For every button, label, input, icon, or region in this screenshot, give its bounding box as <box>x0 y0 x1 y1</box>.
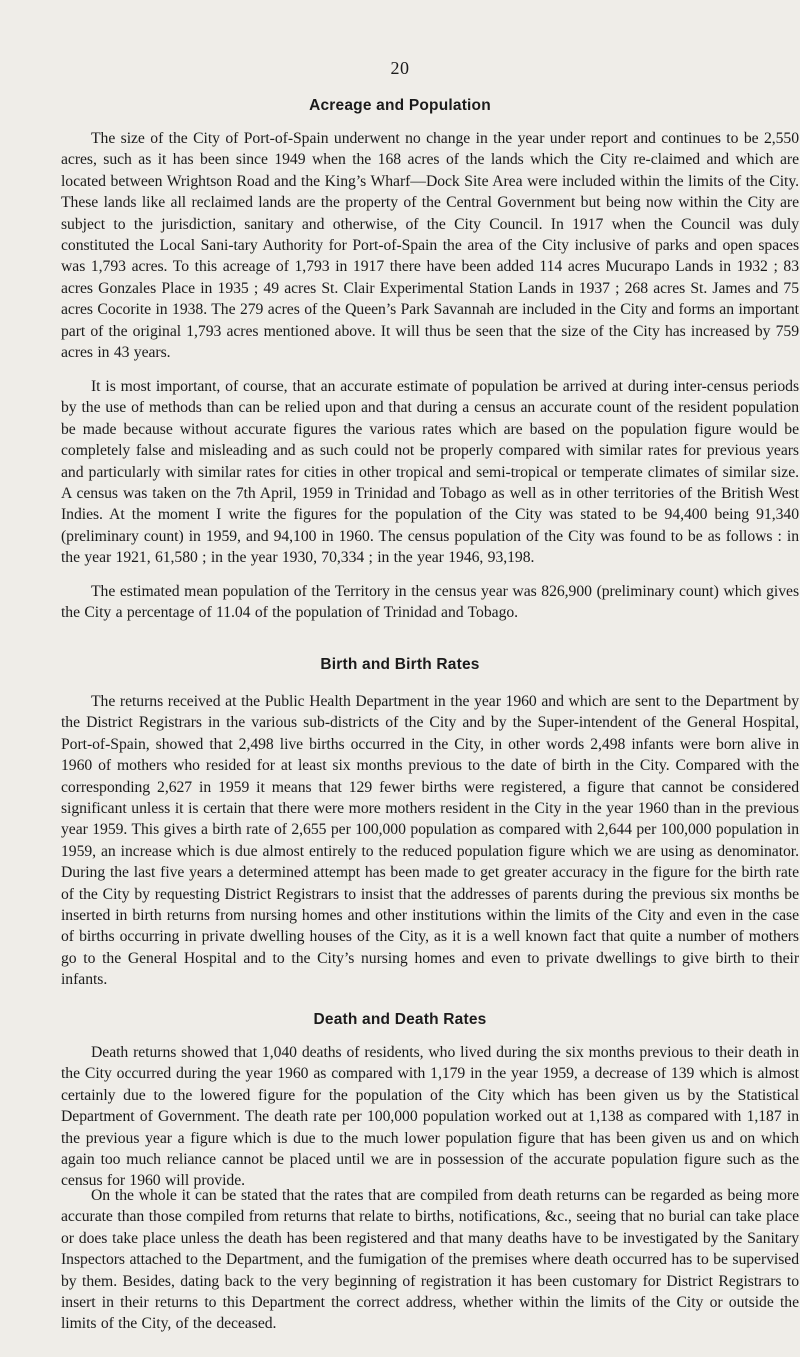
paragraph-population-estimate: It is most important, of course, that an accurate estimate of population be arrived at during inter-census periods by the use of methods than can be relied upon and that during a census an accurate count of the resident population be made because without accurate figures the various rates which are based on the population figure would be completely false and misleading and as such could not be properly compared with similar rates for previous years and particularly with similar rates for cities in other tropical and semi-tropical or temperate climates of similar size. A census was taken on the 7th April, 1959 in Trinidad and Tobago as well as in other territories of the British West Indies. At the moment I write the figures for the population of the City was stated to be 94,400 being 91,340 (preliminary count) in 1959, and 94,100 in 1960. The census population of the City was found to be as follows : in the year 1921, 61,580 ; in the year 1930, 70,334 ; in the year 1946, 93,198. <box>61 378 799 567</box>
section-heading-birth-rates: Birth and Birth Rates <box>320 656 480 673</box>
paragraph-death-rate-accuracy: On the whole it can be stated that the rates that are compiled from death returns can be regarded as being more accurate than those compiled from returns that relate to births, notifications, &c., seeing that no burial can take place or does take place unless the death has been registered and that many deaths have to be investigated by the Sanitary Inspectors attached to the Department, and the fumigation of the premises where death occurred has to be supervised by them. Besides, dating back to the very beginning of registration it has been customary for District Registrars to insert in their returns to this Department the correct address, whether within the limits of the City or outside the limits of the City, of the deceased. <box>61 1187 799 1333</box>
page-number: 20 <box>390 58 410 78</box>
paragraph-birth-returns: The returns received at the Public Health Department in the year 1960 and which are sent to the Department by the District Registrars in the various sub-districts of the City and by the Super-intendent of the General Hospital, Port-of-Spain, showed that 2,498 live births occurred in the City, in other words 2,498 infants were born alive in 1960 of mothers who resided for at least six months previous to the date of birth in the City. Compared with the corresponding 2,627 in 1959 it means that 129 fewer births were registered, a figure that cannot be considered significant unless it is certain that there were more mothers resident in the City in the year 1960 than in the previous year 1959. This gives a birth rate of 2,655 per 100,000 population as compared with 2,644 per 100,000 population in 1959, an increase which is due almost entirely to the reduced population figure which we are using as denominator. During the last five years a determined attempt has been made to get greater accuracy in the figure for the birth rate of the City by requesting District Registrars to insist that the addresses of parents during the previous six months be inserted in birth returns from nursing homes and other institutions within the limits of the City and even in the case of births occurring in private dwelling houses of the City, as it is a well known fact that quite a number of mothers go to the General Hospital and to the City’s nursing homes and even to private dwellings to give birth to their infants. <box>61 693 799 989</box>
paragraph-territory-population: The estimated mean population of the Territory in the census year was 826,900 (preliminary count) which gives the City a percentage of 11.04 of the population of Trinidad and Tobago. <box>61 583 799 622</box>
section-heading-acreage-population: Acreage and Population <box>309 97 491 114</box>
section-heading-death-rates: Death and Death Rates <box>313 1011 487 1028</box>
paragraph-acreage-size: The size of the City of Port-of-Spain underwent no change in the year under report and continues to be 2,550 acres, such as it has been since 1949 when the 168 acres of the lands which the City re-claimed and which are located between Wrightson Road and the King’s Wharf—Dock Site Area were included within the limits of the City. These lands like all reclaimed lands are the property of the Central Government but being now within the City are subject to the jurisdiction, sanitary and otherwise, of the City Council. In 1917 when the Council was duly constituted the Local Sani-tary Authority for Port-of-Spain the area of the City inclusive of parks and open spaces was 1,793 acres. To this acreage of 1,793 in 1917 there have been added 114 acres Mucurapo Lands in 1932 ; 83 acres Gonzales Place in 1935 ; 49 acres St. Clair Experimental Station Lands in 1937 ; 268 acres St. James and 75 acres Cocorite in 1938. The 279 acres of the Queen’s Park Savannah are included in the City and forms an important part of the original 1,793 acres mentioned above. It will thus be seen that the size of the City has increased by 759 acres in 43 years. <box>61 130 799 362</box>
paragraph-death-returns: Death returns showed that 1,040 deaths of residents, who lived during the six months previous to their death in the City occurred during the year 1960 as compared with 1,179 in the year 1959, a decrease of 139 which is almost certainly due to the lowered figure for the population of the City which has been given us by the Statistical Department of Government. The death rate per 100,000 population worked out at 1,138 as compared with 1,187 in the previous year a figure which is due to the much lower population figure that has been given us and on which again too much reliance cannot be placed until we are in possession of the accurate population figure such as the census for 1960 will provide. <box>61 1044 799 1190</box>
